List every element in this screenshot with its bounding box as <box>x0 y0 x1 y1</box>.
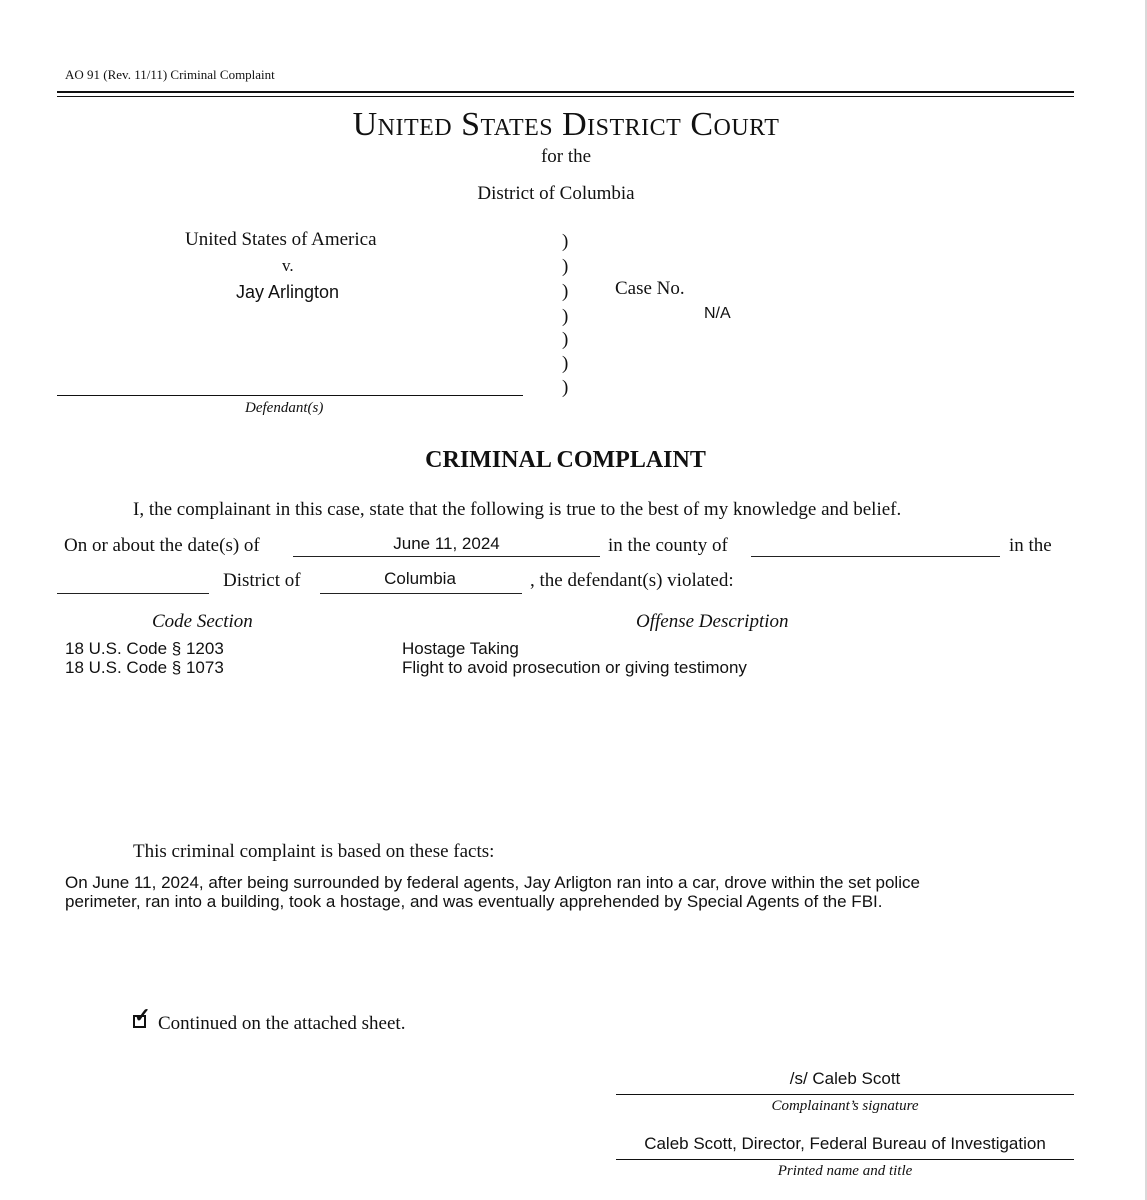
date-prefix: On or about the date(s) of <box>64 535 260 556</box>
court-title: United States District Court <box>352 106 780 143</box>
complainant-signature-value: /s/ Caleb Scott <box>789 1069 901 1088</box>
defendant-name: Jay Arlington <box>236 282 340 302</box>
caption-paren: ) <box>562 231 569 252</box>
court-for-the: for the <box>540 146 592 167</box>
offense-description: Hostage Taking <box>402 639 519 658</box>
versus: v. <box>282 256 294 275</box>
defendant-label: Defendant(s) <box>245 400 324 416</box>
caption-paren: ) <box>562 256 569 277</box>
caption-paren: ) <box>562 353 569 374</box>
offense-description: Flight to avoid prosecution or giving testimony <box>402 658 747 677</box>
caption-paren: ) <box>562 306 569 327</box>
printed-name-line <box>616 1159 1074 1160</box>
facts-intro: This criminal complaint is based on these facts: <box>133 841 495 862</box>
court-district: District of Columbia <box>477 183 635 204</box>
printed-name-value: Caleb Scott, Director, Federal Bureau of Investigation <box>644 1134 1046 1153</box>
caption-paren: ) <box>562 329 569 350</box>
form-header: AO 91 (Rev. 11/11) Criminal Complaint <box>65 67 275 82</box>
printed-name-label: Printed name and title <box>777 1163 913 1179</box>
defendant-line <box>57 395 523 396</box>
facts-line-2: perimeter, ran into a building, took a hostage, and was eventually apprehended by Special Agents of the FBI. <box>65 892 883 911</box>
date-value: June 11, 2024 <box>393 534 500 553</box>
caption-paren: ) <box>562 377 569 398</box>
checkmark-icon: ✓ <box>134 1005 151 1027</box>
district-value: Columbia <box>384 569 456 588</box>
complaint-heading: CRIMINAL COMPLAINT <box>425 447 706 473</box>
district-prefix: District of <box>223 570 301 591</box>
district-prefix-blank-line <box>57 593 209 594</box>
plaintiff-name: United States of America <box>185 229 377 250</box>
date-blank-line <box>293 556 600 557</box>
offense-code: 18 U.S. Code § 1203 <box>65 639 224 658</box>
signature-line <box>616 1094 1074 1095</box>
in-the-text: in the <box>1009 535 1052 556</box>
district-blank-line <box>320 593 522 594</box>
continued-label: Continued on the attached sheet. <box>158 1013 406 1034</box>
violated-suffix: , the defendant(s) violated: <box>530 570 734 591</box>
complainant-signature-label: Complainant’s signature <box>771 1098 919 1114</box>
case-no-label: Case No. <box>615 278 685 299</box>
county-blank-line <box>751 556 1000 557</box>
facts-line-1: On June 11, 2024, after being surrounded by federal agents, Jay Arligton ran into a car, drove within the set police <box>65 873 920 892</box>
header-rule-top <box>57 91 1074 93</box>
county-prefix: in the county of <box>608 535 728 556</box>
case-no-value: N/A <box>704 305 731 322</box>
caption-paren: ) <box>562 281 569 302</box>
complaint-statement: I, the complainant in this case, state that the following is true to the best of my knowledge and belief. <box>133 499 902 520</box>
code-section-header: Code Section <box>152 611 253 632</box>
header-rule-bottom <box>57 96 1074 97</box>
offense-description-header: Offense Description <box>636 611 789 632</box>
offense-code: 18 U.S. Code § 1073 <box>65 658 224 677</box>
